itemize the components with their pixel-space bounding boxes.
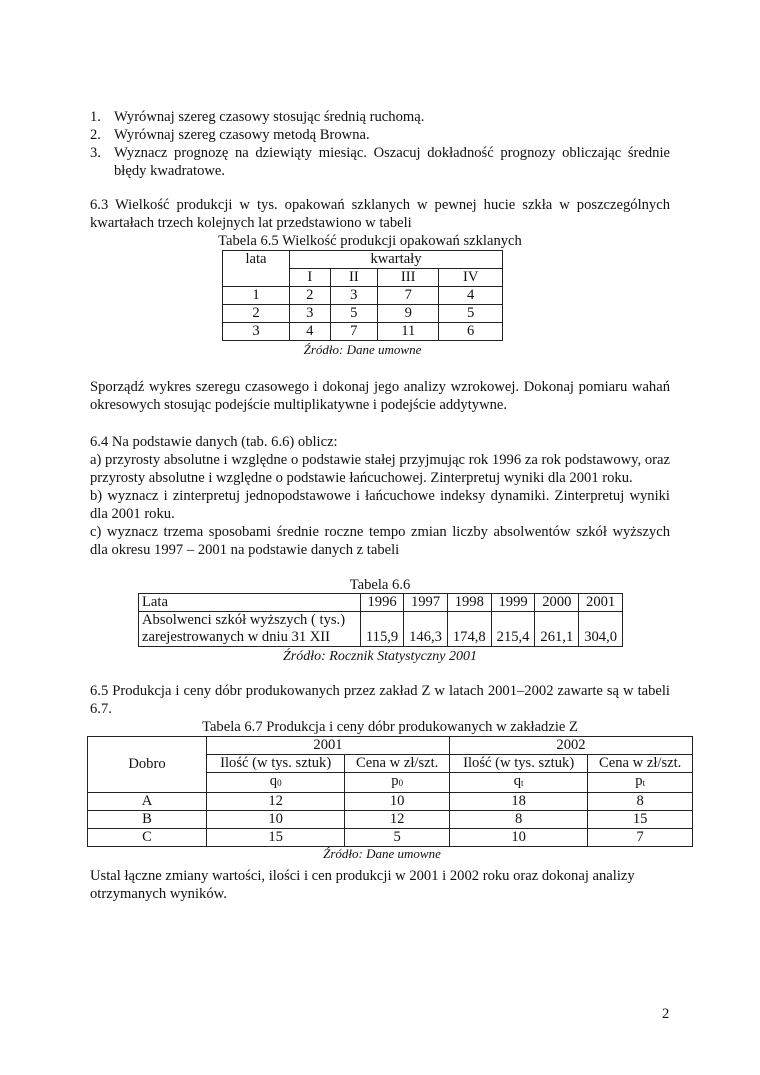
section-6-3-task: Sporządź wykres szeregu czasowego i dokonaj jego analizy wzrokowej. Dokonaj pomiaru wahań okresowych stosując podejście multiplikatywne i podejście addytywne.: [90, 379, 670, 413]
table-6-7: [87, 736, 693, 847]
header-year: 1997: [404, 594, 448, 612]
symbol-p0: [345, 773, 450, 793]
page-number: 2: [662, 1006, 670, 1022]
header-year: 2001: [579, 594, 623, 612]
symbol-q0: [207, 773, 345, 793]
cell: 5: [345, 829, 450, 847]
symbol-pt: [588, 773, 693, 793]
header-price: Cena w zł/szt.: [345, 755, 450, 773]
header-year: 2002: [449, 737, 692, 755]
header-quantity: Ilość (w tys. sztuk): [207, 755, 345, 773]
table-row: [88, 793, 693, 811]
cell: 6: [439, 323, 503, 341]
cell: 304,0: [579, 612, 623, 647]
table-row: [223, 305, 503, 323]
cell: 12: [345, 811, 450, 829]
task-a: a) przyrosty absolutne i względne o podstawie stałej przyjmując rok 1996 za rok podstawowy, oraz przyrosty absolutne i względne o podstawie łańcuchowej. Zinterpretuj wyniki dla 2001 roku.: [90, 452, 670, 486]
row-label: [139, 612, 361, 647]
section-6-5-task: Ustal łączne zmiany wartości, ilości i cen produkcji w 2001 i 2002 roku oraz dokonaj analizy otrzymanych wyników.: [90, 868, 635, 902]
section-6-5-intro: 6.5 Produkcja i ceny dóbr produkowanych przez zakład Z w latach 2001–2002 zawarte są w tabeli 6.7.: [90, 683, 670, 717]
cell: 10: [207, 811, 345, 829]
cell: 146,3: [404, 612, 448, 647]
list-item: [90, 108, 670, 126]
cell: 12: [207, 793, 345, 811]
table-row: [88, 811, 693, 829]
cell: 3: [330, 287, 378, 305]
item-number: 3.: [90, 145, 101, 161]
list-item: [90, 144, 670, 180]
item-text: Wyrównaj szereg czasowy metodą Browna.: [114, 127, 370, 143]
symbol: q: [269, 773, 278, 789]
section-6-3-intro: 6.3 Wielkość produkcji w tys. opakowań szklanych w pewnej hucie szkła w poszczególnych kwartałach trzech kolejnych lat przedstawiono w tabeli: [90, 197, 670, 231]
cell: 3: [290, 305, 331, 323]
header-quarter: II: [330, 269, 378, 287]
cell: A: [88, 793, 207, 811]
cell: 5: [439, 305, 503, 323]
cell: 11: [378, 323, 439, 341]
cell: 7: [330, 323, 378, 341]
header-year: 1999: [491, 594, 535, 612]
cell: 4: [439, 287, 503, 305]
row-label-line: zarejestrowanych w dniu 31 XII: [142, 629, 331, 645]
table-6-7-caption: Tabela 6.7 Produkcja i ceny dóbr produkowanych w zakładzie Z: [202, 719, 578, 735]
header-year: 2000: [535, 594, 579, 612]
cell: 174,8: [447, 612, 491, 647]
cell: 261,1: [535, 612, 579, 647]
header-lata: lata: [223, 251, 290, 287]
cell: 2: [223, 305, 290, 323]
header-quarter: III: [378, 269, 439, 287]
cell: B: [88, 811, 207, 829]
table-row: [223, 287, 503, 305]
header-year: 2001: [207, 737, 450, 755]
subscript: 0: [277, 778, 282, 788]
item-text: Wyznacz prognozę na dziewiąty miesiąc. Oszacuj dokładność prognozy obliczając średnie błędy kwadratowe.: [114, 145, 670, 179]
section-6-4-intro: 6.4 Na podstawie danych (tab. 6.6) oblicz:: [90, 434, 338, 450]
section-6-4: [90, 433, 670, 559]
header-dobro: Dobro: [88, 737, 207, 793]
table-6-6-caption: Tabela 6.6: [349, 577, 411, 593]
task-b: b) wyznacz i zinterpretuj jednopodstawowe i łańcuchowe indeksy dynamiki. Zinterpretuj wyniki dla 2001 roku.: [90, 488, 670, 522]
cell: 15: [588, 811, 693, 829]
cell: 10: [449, 829, 587, 847]
table-row: [139, 612, 623, 647]
item-number: 1.: [90, 109, 101, 125]
header-price: Cena w zł/szt.: [588, 755, 693, 773]
subscript: t: [642, 778, 646, 788]
table-row: [223, 323, 503, 341]
symbol: p: [635, 773, 643, 789]
cell: 1: [223, 287, 290, 305]
symbol: q: [513, 773, 522, 789]
header-quarter: IV: [439, 269, 503, 287]
item-number: 2.: [90, 127, 101, 143]
header-quarter: I: [290, 269, 331, 287]
header-lata: Lata: [139, 594, 361, 612]
subscript: 0: [398, 778, 404, 788]
cell: 18: [449, 793, 587, 811]
cell: 9: [378, 305, 439, 323]
header-quantity: Ilość (w tys. sztuk): [449, 755, 587, 773]
cell: 3: [223, 323, 290, 341]
item-text: Wyrównaj szereg czasowy stosując średnią ruchomą.: [114, 109, 425, 125]
task-list: [90, 108, 670, 180]
table-6-5-source: Źródło: Dane umowne: [303, 342, 422, 357]
table-row: [88, 829, 693, 847]
cell: 15: [207, 829, 345, 847]
cell: 10: [345, 793, 450, 811]
table-6-5: [222, 250, 503, 341]
header-year: 1998: [447, 594, 491, 612]
cell: 115,9: [361, 612, 404, 647]
table-6-6: [138, 593, 623, 647]
symbol-qt: [449, 773, 587, 793]
symbol: p: [391, 773, 399, 789]
cell: 7: [588, 829, 693, 847]
header-kwartaly: kwartały: [290, 251, 503, 269]
header-year: 1996: [361, 594, 404, 612]
cell: 8: [588, 793, 693, 811]
cell: 2: [290, 287, 331, 305]
subscript: t: [521, 778, 524, 788]
cell: 5: [330, 305, 378, 323]
table-6-6-source: Źródło: Rocznik Statystyczny 2001: [282, 649, 478, 664]
table-6-5-caption: Tabela 6.5 Wielkość produkcji opakowań szklanych: [218, 233, 522, 249]
cell: 8: [449, 811, 587, 829]
task-c: c) wyznacz trzema sposobami średnie roczne tempo zmian liczby absolwentów szkół wyższych dla okresu 1997 – 2001 na podstawie danych z tabeli: [90, 524, 670, 558]
list-item: [90, 126, 670, 144]
cell: C: [88, 829, 207, 847]
cell: 215,4: [491, 612, 535, 647]
cell: 7: [378, 287, 439, 305]
cell: 4: [290, 323, 331, 341]
row-label-line: Absolwenci szkół wyższych ( tys.): [142, 612, 346, 628]
table-6-7-source: Źródło: Dane umowne: [323, 846, 441, 861]
